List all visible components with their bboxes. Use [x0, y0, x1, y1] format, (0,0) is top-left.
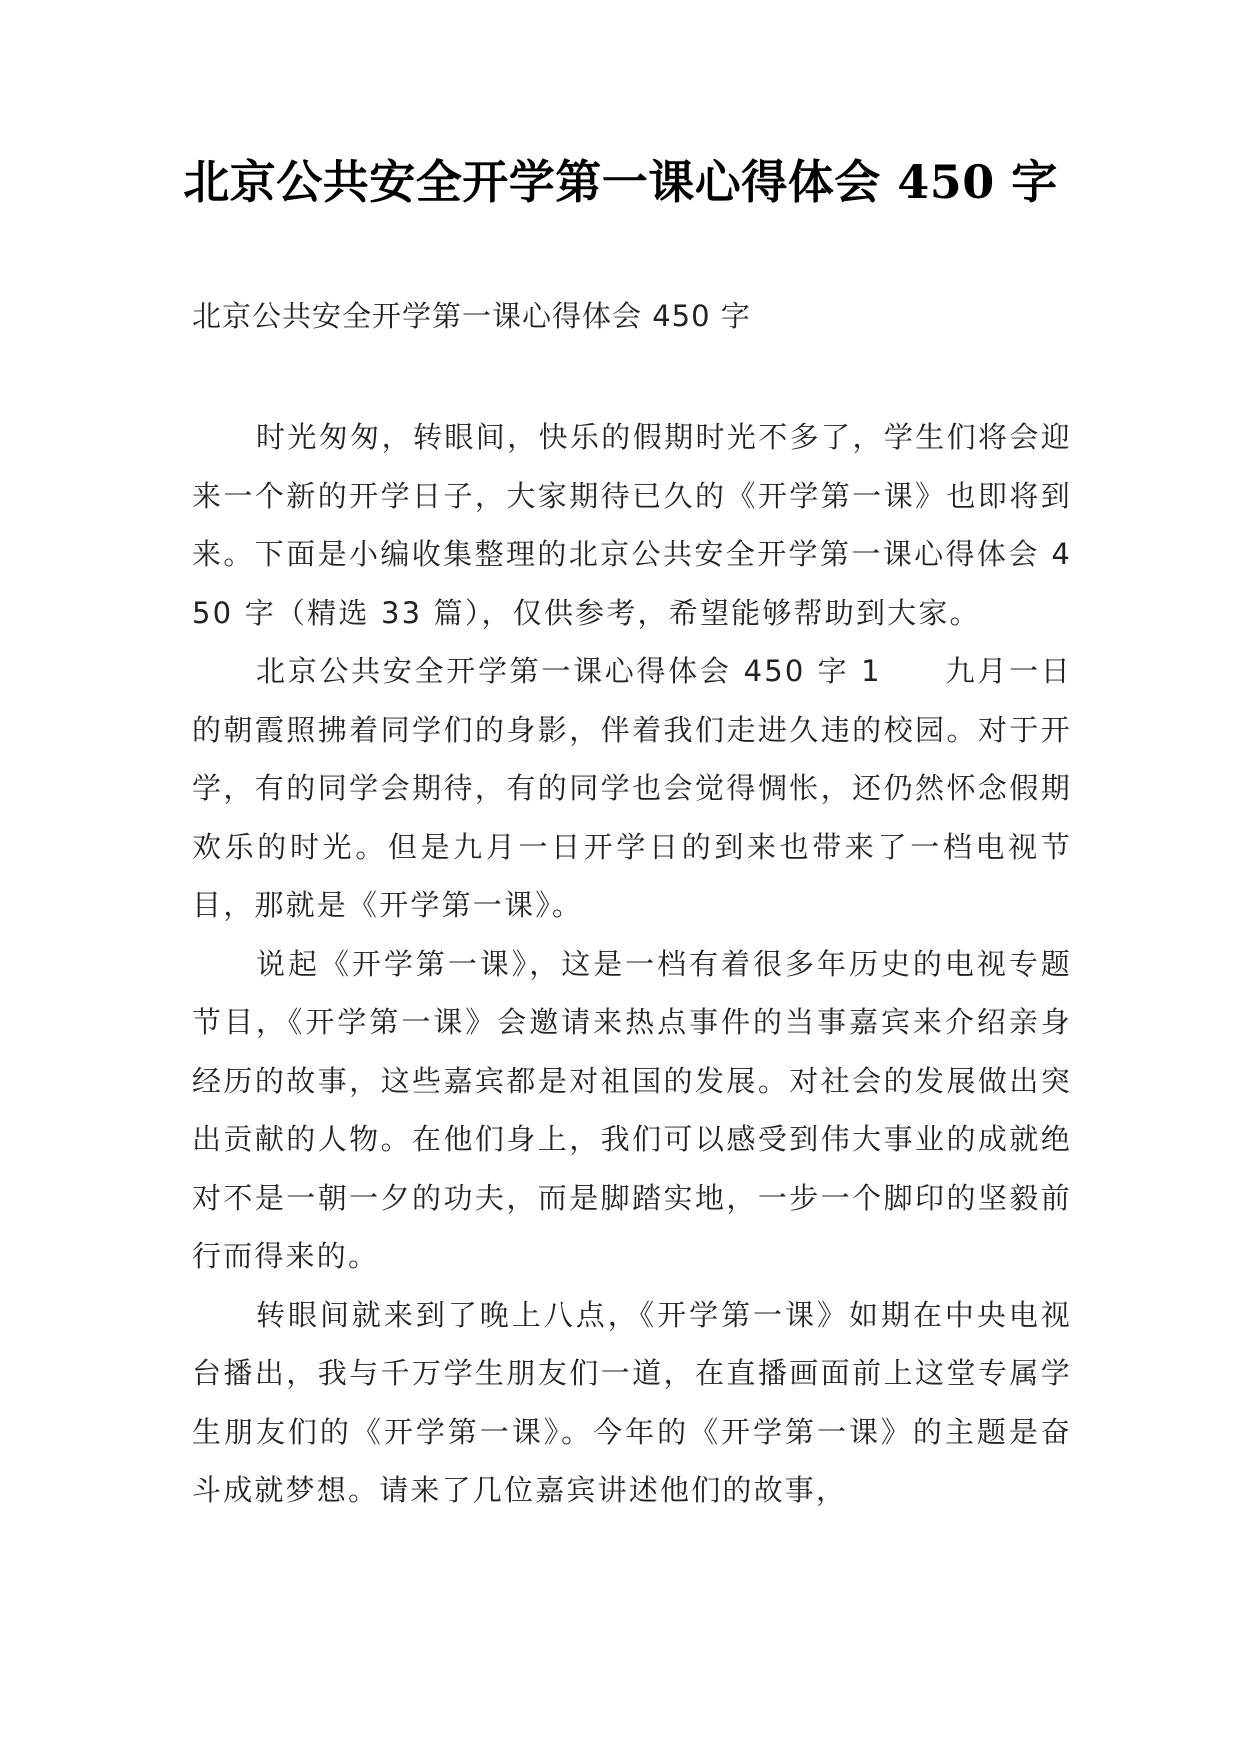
paragraph-intro: 时光匆匆，转眼间，快乐的假期时光不多了，学生们将会迎来一个新的开学日子，大家期待已久的《开学第一课》也即将到来。下面是小编收集整理的北京公共安全开学第一课心得体会 450 字（精选 33 篇），仅供参考，希望能够帮助到大家。: [192, 420, 1072, 630]
document-title: 北京公共安全开学第一课心得体会 450 字: [183, 155, 1058, 209]
paragraph-program-intro: 说起《开学第一课》，这是一档有着很多年历史的电视专题节目，《开学第一课》会邀请来热点事件的当事嘉宾来介绍亲身经历的故事，这些嘉宾都是对祖国的发展。对社会的发展做出突出贡献的人物。在他们身上，我们可以感受到伟大事业的成就绝对不是一朝一夕的功夫，而是脚踏实地，一步一个脚印的坚毅前行而得来的。: [192, 946, 1072, 1273]
document-body: [192, 408, 1072, 1520]
paragraph-essay-1: 北京公共安全开学第一课心得体会 450 字 1 九月一日的朝霞照拂着同学们的身影，伴着我们走进久违的校园。对于开学，有的同学会期待，有的同学也会觉得惆怅，还仍然怀念假期欢乐的时光。但是九月一日开学日的到来也带来了一档电视节目，那就是《开学第一课》。: [192, 654, 1072, 922]
document-subtitle: 北京公共安全开学第一课心得体会 450 字: [192, 299, 751, 333]
paragraph-broadcast: 转眼间就来到了晚上八点，《开学第一课》如期在中央电视台播出，我与千万学生朋友们一道，在直播画面前上这堂专属学生朋友们的《开学第一课》。今年的《开学第一课》的主题是奋斗成就梦想。请来了几位嘉宾讲述他们的故事，: [192, 1297, 1072, 1507]
